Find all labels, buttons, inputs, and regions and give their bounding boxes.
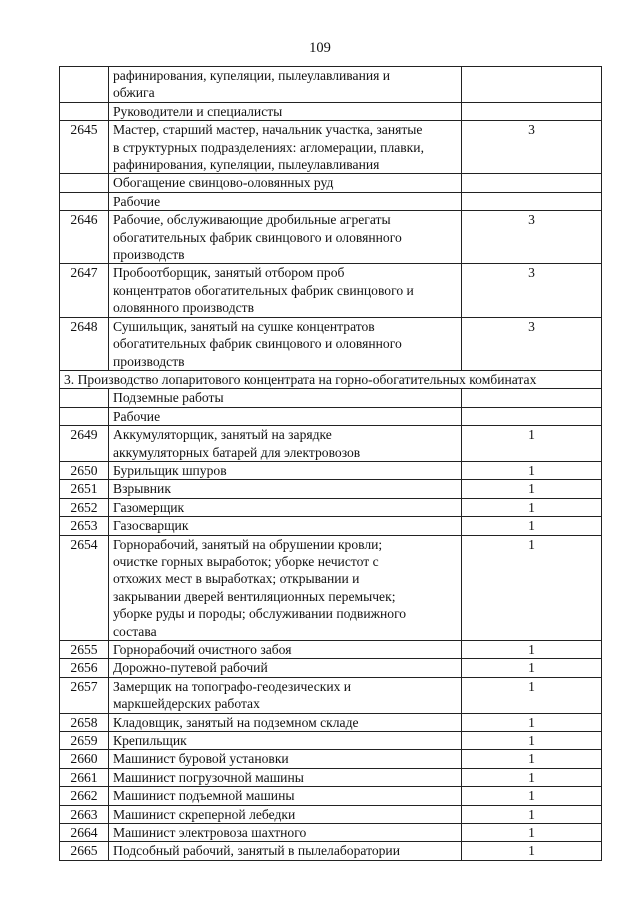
description-line: Рабочие, обслуживающие дробильные агрегаты bbox=[113, 212, 391, 228]
description-line: Дорожно-путевой рабочий bbox=[113, 660, 268, 676]
item-number bbox=[60, 174, 109, 192]
description-line: Аккумуляторщик, занятый на зарядке bbox=[113, 427, 332, 443]
item-value: 1 bbox=[462, 750, 602, 768]
item-value: 1 bbox=[462, 842, 602, 860]
item-number: 2647 bbox=[60, 264, 109, 317]
item-number: 2650 bbox=[60, 461, 109, 479]
item-value: 3 bbox=[462, 121, 602, 174]
table-row bbox=[60, 842, 602, 860]
table-row bbox=[60, 750, 602, 768]
item-description bbox=[109, 317, 462, 370]
description-line: Замерщик на топографо-геодезических и bbox=[113, 678, 352, 694]
item-description bbox=[109, 787, 462, 805]
item-description bbox=[109, 389, 462, 407]
item-value: 1 bbox=[462, 677, 602, 713]
description-line: Бурильщик шпуров bbox=[113, 462, 227, 478]
item-description bbox=[109, 407, 462, 425]
description-line: Сушильщик, занятый на сушке концентратов bbox=[113, 318, 375, 334]
description-line: рафинирования, купеляции, пылеулавливания bbox=[113, 157, 380, 173]
item-description bbox=[109, 102, 462, 120]
table-row bbox=[60, 264, 602, 317]
description-line: обогатительных фабрик свинцового и оловянного bbox=[113, 229, 402, 245]
item-value: 1 bbox=[462, 787, 602, 805]
description-line: Горнорабочий, занятый на обрушении кровли; bbox=[113, 536, 383, 552]
description-line: обогатительных фабрик свинцового и оловянного bbox=[113, 336, 402, 352]
item-number: 2649 bbox=[60, 426, 109, 462]
item-description bbox=[109, 659, 462, 677]
description-line: Взрывник bbox=[113, 481, 171, 497]
item-number bbox=[60, 192, 109, 210]
item-number: 2656 bbox=[60, 659, 109, 677]
item-value: 1 bbox=[462, 659, 602, 677]
item-number: 2657 bbox=[60, 677, 109, 713]
description-line: Газосварщик bbox=[113, 518, 189, 534]
item-number bbox=[60, 389, 109, 407]
table-body bbox=[60, 67, 602, 861]
item-value: 1 bbox=[462, 498, 602, 516]
description-line: Кладовщик, занятый на подземном складе bbox=[113, 714, 359, 730]
description-line: очистке горных выработок; уборке нечистот с bbox=[113, 553, 379, 569]
description-line: Машинист погрузочной машины bbox=[113, 769, 304, 785]
description-line: Подземные работы bbox=[113, 390, 224, 406]
item-value: 1 bbox=[462, 805, 602, 823]
table-row bbox=[60, 677, 602, 713]
item-number bbox=[60, 102, 109, 120]
item-description bbox=[109, 641, 462, 659]
description-line: Руководители и специалисты bbox=[113, 103, 283, 119]
item-description bbox=[109, 211, 462, 264]
table-row bbox=[60, 805, 602, 823]
item-value: 1 bbox=[462, 713, 602, 731]
item-description bbox=[109, 713, 462, 731]
table-row bbox=[60, 461, 602, 479]
item-value bbox=[462, 67, 602, 103]
description-line: концентратов обогатительных фабрик свинцового и bbox=[113, 282, 414, 298]
item-number: 2665 bbox=[60, 842, 109, 860]
item-value: 1 bbox=[462, 461, 602, 479]
table-row bbox=[60, 211, 602, 264]
description-line: Крепильщик bbox=[113, 733, 187, 749]
item-description bbox=[109, 426, 462, 462]
description-line: производств bbox=[113, 247, 185, 263]
item-value: 1 bbox=[462, 641, 602, 659]
item-description bbox=[109, 67, 462, 103]
item-number bbox=[60, 407, 109, 425]
description-line: Машинист скреперной лебедки bbox=[113, 806, 296, 822]
table-row bbox=[60, 787, 602, 805]
description-line: закрывании дверей вентиляционных перемычек; bbox=[113, 588, 396, 604]
item-number: 2661 bbox=[60, 768, 109, 786]
item-number bbox=[60, 67, 109, 103]
description-line: рафинирования, купеляции, пылеулавливания и bbox=[113, 68, 391, 83]
item-number: 2645 bbox=[60, 121, 109, 174]
item-value: 3 bbox=[462, 264, 602, 317]
description-line: Рабочие bbox=[113, 193, 161, 209]
table-row bbox=[60, 498, 602, 516]
table-row bbox=[60, 67, 602, 103]
item-description bbox=[109, 677, 462, 713]
description-line: Обогащение свинцово-оловянных руд bbox=[113, 175, 334, 191]
item-description bbox=[109, 535, 462, 640]
table-row bbox=[60, 713, 602, 731]
item-number: 2655 bbox=[60, 641, 109, 659]
item-number: 2660 bbox=[60, 750, 109, 768]
item-value bbox=[462, 174, 602, 192]
table-row bbox=[60, 517, 602, 535]
description-line: Машинист буровой установки bbox=[113, 751, 289, 767]
item-number: 2646 bbox=[60, 211, 109, 264]
item-description bbox=[109, 174, 462, 192]
item-number: 2658 bbox=[60, 713, 109, 731]
table-row bbox=[60, 121, 602, 174]
item-number: 2664 bbox=[60, 824, 109, 842]
description-line: Газомерщик bbox=[113, 499, 185, 515]
item-number: 2653 bbox=[60, 517, 109, 535]
table-row bbox=[60, 732, 602, 750]
item-value bbox=[462, 407, 602, 425]
item-description bbox=[109, 461, 462, 479]
item-description bbox=[109, 121, 462, 174]
table-row bbox=[60, 389, 602, 407]
item-value: 1 bbox=[462, 535, 602, 640]
item-value: 1 bbox=[462, 732, 602, 750]
item-value bbox=[462, 192, 602, 210]
description-line: обжига bbox=[113, 85, 155, 101]
item-number: 2648 bbox=[60, 317, 109, 370]
item-description bbox=[109, 517, 462, 535]
table-row bbox=[60, 659, 602, 677]
item-number: 2652 bbox=[60, 498, 109, 516]
table-row bbox=[60, 317, 602, 370]
item-description bbox=[109, 805, 462, 823]
item-value: 1 bbox=[462, 824, 602, 842]
description-line: производств bbox=[113, 353, 185, 369]
item-value: 3 bbox=[462, 317, 602, 370]
item-value: 1 bbox=[462, 517, 602, 535]
description-line: Мастер, старший мастер, начальник участка, занятые bbox=[113, 122, 423, 138]
description-line: Подсобный рабочий, занятый в пылелаборатории bbox=[113, 843, 400, 859]
item-description bbox=[109, 842, 462, 860]
item-description bbox=[109, 750, 462, 768]
item-value bbox=[462, 389, 602, 407]
item-number: 2651 bbox=[60, 480, 109, 498]
description-line: Рабочие bbox=[113, 408, 161, 424]
item-value: 1 bbox=[462, 768, 602, 786]
item-description bbox=[109, 264, 462, 317]
table-row bbox=[60, 102, 602, 120]
item-number: 2654 bbox=[60, 535, 109, 640]
description-line: маркшейдерских работах bbox=[113, 696, 260, 712]
description-line: Пробоотборщик, занятый отбором проб bbox=[113, 265, 345, 281]
description-line: оловянного производств bbox=[113, 300, 255, 316]
item-description bbox=[109, 192, 462, 210]
table-row bbox=[60, 426, 602, 462]
occupations-table bbox=[59, 66, 602, 861]
table-row bbox=[60, 824, 602, 842]
item-number: 2663 bbox=[60, 805, 109, 823]
section-title: 3. Производство лопаритового концентрата на горно-обогатительных комбинатах bbox=[60, 370, 602, 388]
description-line: уборке руды и породы; обслуживании подвижного bbox=[113, 606, 407, 622]
description-line: Машинист подъемной машины bbox=[113, 788, 295, 804]
description-line: состава bbox=[113, 623, 157, 639]
item-description bbox=[109, 824, 462, 842]
description-line: Машинист электровоза шахтного bbox=[113, 825, 307, 841]
table-row bbox=[60, 641, 602, 659]
table-row bbox=[60, 407, 602, 425]
description-line: Горнорабочий очистного забоя bbox=[113, 642, 292, 657]
item-description bbox=[109, 768, 462, 786]
item-description bbox=[109, 480, 462, 498]
section-header-row bbox=[60, 370, 602, 388]
page-number: 109 bbox=[309, 40, 331, 56]
item-description bbox=[109, 732, 462, 750]
item-value: 1 bbox=[462, 426, 602, 462]
description-line: отхожих мест в выработках; открывании и bbox=[113, 571, 360, 587]
item-value bbox=[462, 102, 602, 120]
item-number: 2659 bbox=[60, 732, 109, 750]
table-row bbox=[60, 535, 602, 640]
table-row bbox=[60, 768, 602, 786]
description-line: аккумуляторных батарей для электровозов bbox=[113, 444, 361, 460]
item-description bbox=[109, 498, 462, 516]
table-row bbox=[60, 480, 602, 498]
table-row bbox=[60, 174, 602, 192]
description-line: в структурных подразделениях: агломерации, плавки, bbox=[113, 139, 424, 155]
item-value: 3 bbox=[462, 211, 602, 264]
item-number: 2662 bbox=[60, 787, 109, 805]
item-value: 1 bbox=[462, 480, 602, 498]
table-row bbox=[60, 192, 602, 210]
